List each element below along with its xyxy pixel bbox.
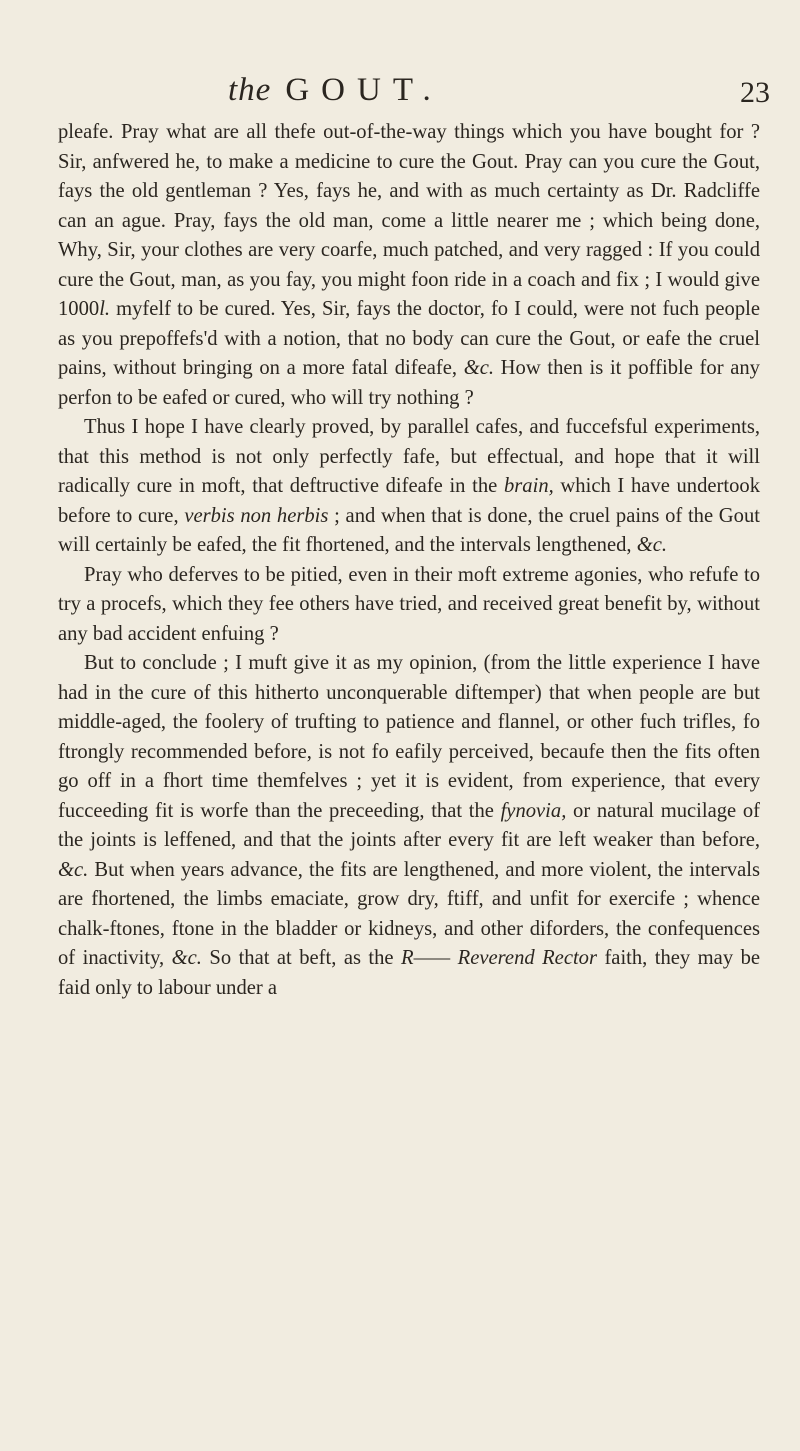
p1-etc: &c. (463, 357, 494, 379)
p4-text-e (450, 947, 457, 969)
p4-r-abbrev: R—— (401, 947, 451, 969)
paragraph-3: Pray who deferves to be pitied, even in their moft extreme agonies, who refufe to try a procefs, which they fee others have tried, and received great benefit by, without any bad accident enfuing ? (58, 563, 760, 645)
body-text (58, 118, 760, 1003)
p2-brain: brain, (503, 475, 554, 497)
p1-text-a: pleafe. Pray what are all thefe out-of-the-way things which you have bought for ? Sir, anfwered he, to make a medicine to cure the Gout. Pray can you cure the Gout, fays the old gentleman ? Yes, fays he, and with as much certainty as Dr. Radcliffe can an ague. Pray, fays the old man, come a little nearer me ; which being done, Why, Sir, your clothes are very coarfe, much patched, and very ragged : If you could cure the Gout, man, as you fay, you might foon ride in a coach and fix ; I would give 1000 (58, 121, 760, 320)
page-header (0, 72, 800, 112)
p1-text-c: How then is it poffible for any perfon to be eafed or cured, who will try nothing ? (58, 357, 760, 409)
p4-reverend-rector: Reverend Rector (457, 947, 597, 969)
p4-text-f: faith, they may be faid only to labour under a (58, 947, 761, 999)
running-head-title: GOUT. (285, 72, 443, 108)
p4-etc-2: &c. (171, 947, 202, 969)
p4-text-c: But when years advance, the fits are lengthened, and more violent, the intervals are fhortened, the limbs emaciate, grow dry, ftiff, and unfit for exercife ; whence chalk-ftones, ftone in the bladder or kidneys, and other diforders, the confequences of inactivity, (58, 858, 760, 969)
p4-text-b: or natural mucilage of the joints is leffened, and that the joints after every fit are left weaker than before, (58, 799, 760, 851)
p2-text-b: which I have undertook before to cure, (58, 475, 761, 527)
p2-latin-phrase: verbis non herbis (184, 504, 329, 527)
p4-synovia: fynovia, (500, 799, 567, 822)
paragraph-1 (58, 118, 760, 413)
paragraph-2 (58, 413, 760, 561)
p2-text-c: ; and when that is done, the cruel pains of the Gout will certainly be eafed, the fit fhortened, and the intervals lengthened, (58, 504, 760, 556)
p2-text-a: Thus I hope I have clearly proved, by parallel cafes, and fuccefsful experiments, that this method is not only perfectly fafe, but effectual, and hope that it will radically cure in moft, that deftructive difeafe in the (58, 416, 760, 497)
paragraph-4 (58, 649, 760, 1003)
p1-text-b: myfelf to be cured. Yes, Sir, fays the doctor, fo I could, were not fuch people as you prepoffefs'd with a notion, that no body can cure the Gout, or eafe the cruel pains, without bringing on a more fatal difeafe, (58, 298, 760, 379)
page-number: 23 (740, 76, 770, 109)
p4-text-d: So that at beft, as the (201, 947, 402, 969)
p2-etc: &c. (636, 534, 667, 556)
running-head-prefix: the (228, 72, 272, 108)
p1-pound-abbrev: l. (99, 298, 111, 320)
p4-text-a: But to conclude ; I muft give it as my opinion, (from the little experience I have had in the cure of this hitherto unconquerable diftemper) that when people are but middle-aged, the foolery of trufting to patience and flannel, or other fuch trifles, fo ftrongly recommended before, is not fo eafily perceived, becaufe then the fits often go off in a fhort time themfelves ; yet it is evident, from experience, that every fucceeding fit is worfe than the preceeding, that the (58, 652, 760, 822)
p4-etc-1: &c. (58, 858, 89, 881)
running-head (228, 72, 443, 109)
